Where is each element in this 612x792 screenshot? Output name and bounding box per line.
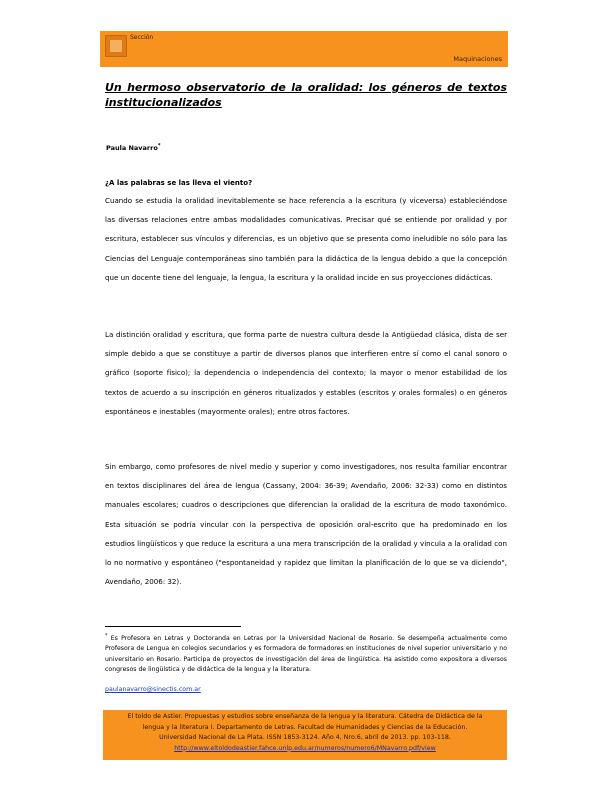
citation-line-3: Universidad Nacional de La Plata. ISSN 1853-3124. Año 4, Nro.6, abril de 2013. pp. 103-118. [159,734,451,742]
section-header-bar [100,31,508,67]
footnote-text: Es Profesora en Letras y Doctoranda en Letras por la Universidad Nacional de Rosario. Se desempeña actualmente como Profesora de Lengua en colegios secundarios y es formadora de formadores en instituciones de nivel superior universitario y no universitario en Rosario. Participa de proyectos de investigación del área de lingüística. Ha asistido como expositora a diversos congresos de lingüística y de didáctica de la lengua y la literatura. [105,635,507,674]
citation-line-2: lengua y la literatura I. Departamento de Letras. Facultad de Humanidades y Ciencias de la Educación. [142,723,468,731]
series-label: Maquinaciones [453,55,502,63]
footnote-divider [105,626,241,627]
section-label: Sección [130,34,154,41]
article-title: Un hermoso observatorio de la oralidad: los géneros de textos institucionalizados [105,81,507,109]
author-name: Paula Navarro [106,144,158,153]
journal-citation-footer [103,710,507,760]
body-paragraph-3: Sin embargo, como profesores de nivel medio y superior y como investigadores, nos resulta familiar encontrar en textos disciplinares del área de lengua (Cassany, 2004: 36-39; Avendaño, 2006: 32-33) como en distintos manuales escolares; cuadros o descripciones que diferencian la oralidad de la escritura de modo taxonómico. Esta situación se podría vincular con la perspectiva de oposición oral-escrito que ha predominado en los estudios lingüísticos y que reduce la escritura a una mera transcripción de la oralidad y vincula a la oralidad con lo no normativo y espontáneo ("espontaneidad y rapidez que limitan la planificación de lo que se va diciendo", Avendaño, 2006: 32). [105,462,507,587]
author-footnote-marker[interactable]: * [157,143,161,149]
citation-line-1: El toldo de Astier. Propuestas y estudios sobre enseñanza de la lengua y la literatura. Cátedra de Didáctica de la [127,713,483,720]
footnote-marker: * [105,633,108,639]
journal-logo [105,35,127,57]
author-footnote [105,631,507,676]
author-line [106,143,160,152]
body-paragraph-2: La distinción oralidad y escritura, que forma parte de nuestra cultura desde la Antigüedad clásica, dista de ser simple debido a que se constituye a partir de diversos planos que interfieren entre sí como el canal sonoro o gráfico (soporte físico); la dependencia o independencia del contexto; la mayor o menor estabilidad de los textos de acuerdo a su inscripción en géneros ritualizados y estables (escritos y orales formales) o en géneros espontáneos e inestables (mayormente orales); entre otros factores. [105,330,507,416]
article-url-link[interactable]: http://www.eltoldodeastier.fahce.unlp.edu.ar/numeros/numero6/MNavarro.pdf/view [174,744,436,752]
section-question-heading: ¿A las palabras se las lleva el viento? [105,179,253,187]
author-email-link[interactable]: paulanavarro@sinectis.com.ar [105,686,201,693]
body-paragraph-1: Cuando se estudia la oralidad inevitablemente se hace referencia a la escritura (y viceversa) estableciéndose las diversas relaciones entre ambas modalidades comunicativas. Precisar qué se entiende por oralidad y por escritura, establecer sus vínculos y diferencias, es un objetivo que se presenta como ineludible no sólo para las Ciencias del Lenguaje contemporáneas sino también para la didáctica de la lengua debido a que la concepción que un docente tiene del lenguaje, la lengua, la escritura y la oralidad incide en sus proyecciones didácticas. [105,196,507,282]
